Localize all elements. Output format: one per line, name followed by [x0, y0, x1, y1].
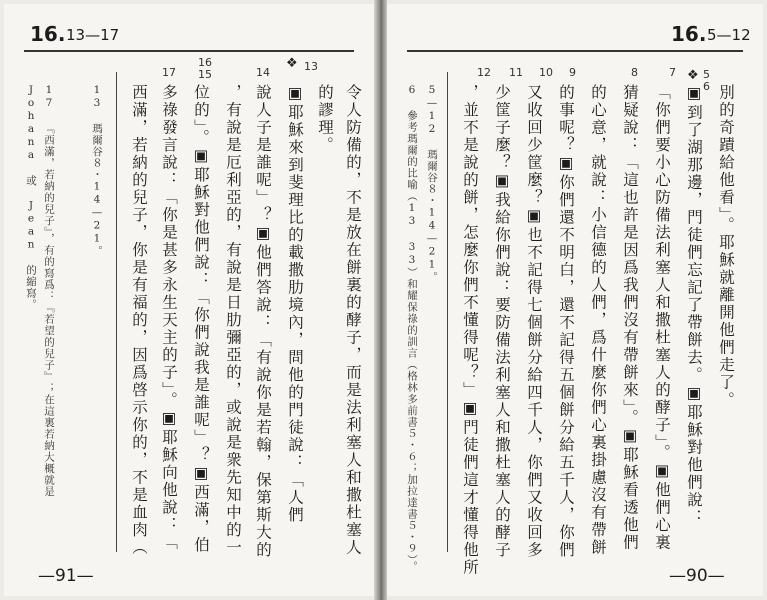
right-verse-7: 7 [669, 66, 676, 79]
left-text-col-1: 說人子是誰呢」？▣他們答說：「有說你是若翰，保第斯大的 [254, 84, 272, 559]
left-verse-14: 14 [256, 66, 270, 79]
right-note-divider [447, 72, 448, 552]
left-verse-17: 17 [162, 66, 176, 79]
right-text-col-2: ▣到了湖那邊，門徒們忘記了帶餅去。▣耶穌對他們說： [685, 84, 703, 527]
right-text-col-5: 的心意，就說：小信德的人們，爲什麼你們心裏掛慮沒有帶餅 [589, 84, 607, 557]
right-header-number: 16. [671, 22, 707, 46]
left-section-mark: ❖ [286, 56, 296, 71]
left-text-col-5: 西滿，若納的兒子，你是有福的，因爲啓示你的，不是血肉（ [130, 84, 148, 557]
left-header-rule [24, 50, 354, 52]
right-text-col-8: 少筐子麼？▣我給你們說：要防備法利塞人和撒杜塞人的酵子 [493, 84, 511, 559]
left-header-number: 16. [30, 22, 66, 46]
book-gutter [374, 0, 387, 600]
right-verse-8: 8 [631, 66, 638, 79]
left-note-3: Johana 或 Jean 的縮寫。 [25, 84, 37, 311]
left-text-col-2: ，有說是厄利亞的，有說是日肋彌亞的，或說是衆先知中的一 [224, 84, 242, 557]
right-note-2: 6 參考瑪爾的比喻（13 33）和耀保祿的訓言（格林多前書５・６；加拉達書５・９）。 [406, 84, 418, 573]
right-header-range: 5—12 [707, 26, 751, 44]
left-section-lead-cont: 的謬理。 [316, 84, 334, 154]
left-text-col-3: 位的」。▣耶穌對他們說：「你們說我是誰呢」？▣西滿，伯 [192, 84, 210, 554]
right-page [387, 4, 763, 596]
right-folio: —90— [669, 566, 725, 586]
left-note-1: 13 瑪爾谷８・14—21。 [91, 84, 103, 257]
left-section-number: 13 [304, 60, 318, 73]
right-verse-11: 11 [509, 66, 523, 79]
left-text-col-0: ▣耶穌來到斐理比的載撒肋境內，問他的門徒說：「人們 [286, 84, 304, 524]
right-note-1: 5—12 瑪爾谷８・14—21。 [426, 84, 438, 283]
right-text-col-3: 「你們要小心防備法利塞人和撒杜塞人的酵子」。▣他們心裏 [653, 84, 671, 552]
right-text-col-9: ，並不是說的餅，怎麼你們不懂得呢？」▣門徒們這才懂得他所 [461, 84, 479, 577]
right-verse-12: 12 [477, 66, 491, 79]
right-section-mark: ❖ [687, 68, 697, 83]
left-text-col-4: 多祿發言說：「你是甚多永生天主的子」。▣耶穌向他說：「 [160, 84, 178, 552]
right-verse-9: 9 [569, 66, 576, 79]
right-section-number-2: 6 [703, 80, 710, 93]
right-text-col-1: 別的奇蹟給他看」。耶穌就離開他們走了。 [717, 84, 735, 409]
right-section-number: 5 [703, 68, 710, 81]
left-page [4, 4, 374, 596]
right-text-col-7: 又收回少筐麼？▣也不記得七個餅分給四千人，你們又收回多 [525, 84, 543, 559]
left-header-range: 13—17 [66, 26, 120, 44]
left-section-lead: 令人防備的，不是放在餅裏的酵子，而是法利塞人和撒杜塞人 [344, 84, 362, 557]
right-text-col-4: 猜疑說：「這也許是因爲我們沒有帶餅來」。▣耶穌看透他們 [621, 84, 639, 552]
left-verse-16: 16 [198, 56, 212, 69]
left-folio: —91— [38, 566, 94, 586]
right-text-col-6: 的事呢？▣你們還不明白，還不記得五個餅分給五千人，你們 [557, 84, 575, 559]
left-verse-15: 15 [198, 68, 212, 81]
left-note-2: 17 『西滿，若納的兒子』，有的寫爲：『若望的兒子』；在這裏若納大概就是 [43, 84, 55, 498]
right-verse-10: 10 [539, 66, 553, 79]
left-note-divider [116, 72, 117, 552]
right-header-rule [407, 50, 743, 52]
